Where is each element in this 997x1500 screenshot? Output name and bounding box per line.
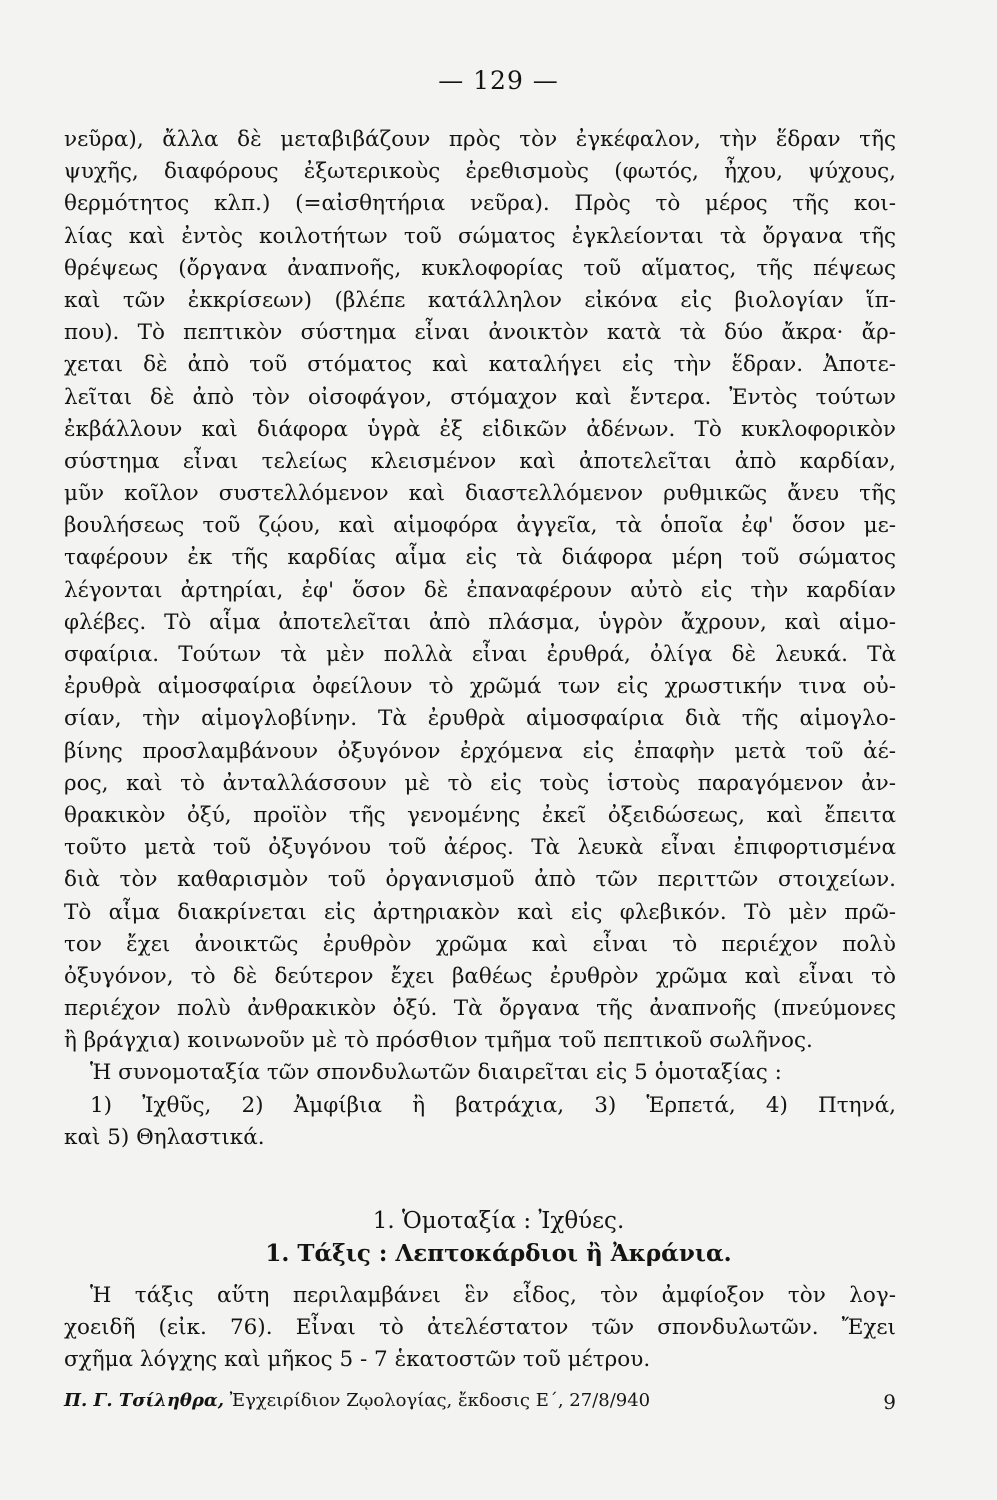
footer-title: Ἐγχειρίδιον Ζῳολογίας, ἔκδοσις Ε΄, 27/8/940 [229, 1390, 651, 1411]
text-line: ρος, καὶ τὸ ἀνταλλάσσουν μὲ τὸ εἰς τοὺς ἱστοὺς παραγόμενον ἀν- [64, 770, 896, 796]
text-line: καὶ τῶν ἐκκρίσεων) (βλέπε κατάλληλον εἰκόνα εἰς βιολογίαν ἵπ- [64, 287, 896, 313]
text-line: λίας καὶ ἐντὸς κοιλοτήτων τοῦ σώματος ἐγκλείονται τὰ ὄργανα τῆς [64, 223, 896, 249]
text-line: Ἡ τάξις αὕτη περιλαμβάνει ἓν εἶδος, τὸν ἀμφίοξον τὸν λογ- [90, 1283, 896, 1308]
text-line: βίνης προσλαμβάνουν ὀξυγόνον ἐρχόμενα εἰς ἐπαφὴν μετὰ τοῦ ἀέ- [64, 738, 896, 764]
text-line: ἐρυθρὰ αἱμοσφαίρια ὀφείλουν τὸ χρῶμά των εἰς χρωστικήν τινα οὐ- [64, 674, 896, 700]
text-line: ἢ βράγχια) κοινωνοῦν μὲ τὸ πρόσθιον τμῆμα τοῦ πεπτικοῦ σωλῆνος. [64, 1028, 813, 1054]
text-line: ψυχῆς, διαφόρους ἐξωτερικοὺς ἐρεθισμοὺς (φωτός, ἦχου, ψύχους, [64, 159, 896, 185]
text-line: χεται δὲ ἀπὸ τοῦ στόματος καὶ καταλήγει εἰς τὴν ἕδραν. Ἀποτε- [64, 352, 896, 378]
text-line: περιέχον πολὺ ἀνθρακικὸν ὀξύ. Τὰ ὄργανα τῆς ἀναπνοῆς (πνεύμονες [64, 996, 896, 1022]
text-line: θρέψεως (ὄργανα ἀναπνοῆς, κυκλοφορίας τοῦ αἵματος, τῆς πέψεως [64, 255, 896, 281]
text-line: χοειδῆ (εἰκ. 76). Εἶναι τὸ ἀτελέστατον τῶν σπονδυλωτῶν. Ἔχει [64, 1315, 896, 1341]
text-line: ἐκβάλλουν καὶ διάφορα ὑγρὰ ἐξ εἰδικῶν ἀδένων. Τὸ κυκλοφορικὸν [64, 416, 896, 442]
text-line: μῦν κοῖλον συστελλόμενον καὶ διαστελλόμενον ρυθμικῶς ἄνευ τῆς [64, 481, 896, 507]
text-line: τον ἔχει ἀνοικτῶς ἐρυθρὸν χρῶμα καὶ εἶναι τὸ περιέχον πολὺ [64, 931, 896, 957]
page-number: — 129 — [438, 66, 559, 95]
text-line: Τὸ αἷμα διακρίνεται εἰς ἀρτηριακὸν καὶ εἰς φλεβικόν. Τὸ μὲν πρῶ- [64, 899, 896, 925]
text-line: νεῦρα), ἄλλα δὲ μεταβιβάζουν πρὸς τὸν ἐγκέφαλον, τὴν ἕδραν τῆς [64, 127, 896, 152]
text-line: ταφέρουν ἐκ τῆς καρδίας αἷμα εἰς τὰ διάφορα μέρη τοῦ σώματος [64, 545, 896, 571]
text-line: καὶ 5) Θηλαστικά. [64, 1124, 265, 1150]
subsection-heading: 1. Τάξις : Λεπτοκάρδιοι ἢ Ἀκράνια. [265, 1240, 732, 1267]
footer-author: Π. Γ. Τσίληθρα, [64, 1390, 225, 1411]
text-line: ὀξυγόνον, τὸ δὲ δεύτερον ἔχει βαθέως ἐρυθρὸν χρῶμα καὶ εἶναι τὸ [64, 963, 896, 989]
footer [64, 1390, 896, 1414]
text-line: τοῦτο μετὰ τοῦ ὀξυγόνου τοῦ ἀέρος. Τὰ λευκὰ εἶναι ἐπιφορτισμένα [64, 835, 896, 861]
section-heading: 1. Ὁμοταξία : Ἰχθύες. [372, 1208, 625, 1234]
footer-citation [64, 1390, 650, 1414]
text-line: Ἡ συνομοταξία τῶν σπονδυλωτῶν διαιρεῖται εἰς 5 ὁμοταξίας : [90, 1060, 782, 1086]
text-line: λέγονται ἀρτηρίαι, ἐφ' ὅσον δὲ ἐπαναφέρουν αὐτὸ εἰς τὴν καρδίαν [64, 577, 896, 603]
body-text [64, 124, 896, 1154]
text-line: διὰ τὸν καθαρισμὸν τοῦ ὀργανισμοῦ ἀπὸ τῶν περιττῶν στοιχείων. [64, 867, 896, 893]
text-line: 1) Ἰχθῦς, 2) Ἀμφίβια ἢ βατράχια, 3) Ἑρπετά, 4) Πτηνά, [90, 1092, 896, 1118]
text-line: σχῆμα λόγχης καὶ μῆκος 5 - 7 ἑκατοστῶν τοῦ μέτρου. [64, 1347, 651, 1373]
signature-number: 9 [883, 1390, 896, 1414]
text-line: βουλήσεως τοῦ ζῴου, καὶ αἱμοφόρα ἀγγεῖα, τὰ ὁποῖα ἐφ' ὅσον με- [64, 513, 896, 539]
tail-text [64, 1280, 896, 1377]
text-line: που). Τὸ πεπτικὸν σύστημα εἶναι ἀνοικτὸν κατὰ τὰ δύο ἄκρα· ἄρ- [64, 320, 896, 346]
text-line: θερμότητος κλπ.) (=αἰσθητήρια νεῦρα). Πρὸς τὸ μέρος τῆς κοι- [64, 191, 896, 217]
text-line: σύστημα εἶναι τελείως κλεισμένον καὶ ἀποτελεῖται ἀπὸ καρδίαν, [64, 448, 896, 474]
text-line: θρακικὸν ὀξύ, προϊὸν τῆς γενομένης ἐκεῖ ὀξειδώσεως, καὶ ἔπειτα [64, 802, 896, 828]
text-line: σίαν, τὴν αἱμογλοβίνην. Τὰ ἐρυθρὰ αἱμοσφαίρια διὰ τῆς αἱμογλο- [64, 706, 896, 732]
text-line: φλέβες. Τὸ αἷμα ἀποτελεῖται ἀπὸ πλάσμα, ὑγρὸν ἄχρουν, καὶ αἱμο- [64, 609, 896, 635]
text-line: σφαίρια. Τούτων τὰ μὲν πολλὰ εἶναι ἐρυθρά, ὀλίγα δὲ λευκά. Τὰ [64, 642, 896, 667]
text-line: λεῖται δὲ ἀπὸ τὸν οἰσοφάγον, στόμαχον καὶ ἔντερα. Ἐντὸς τούτων [64, 384, 896, 410]
